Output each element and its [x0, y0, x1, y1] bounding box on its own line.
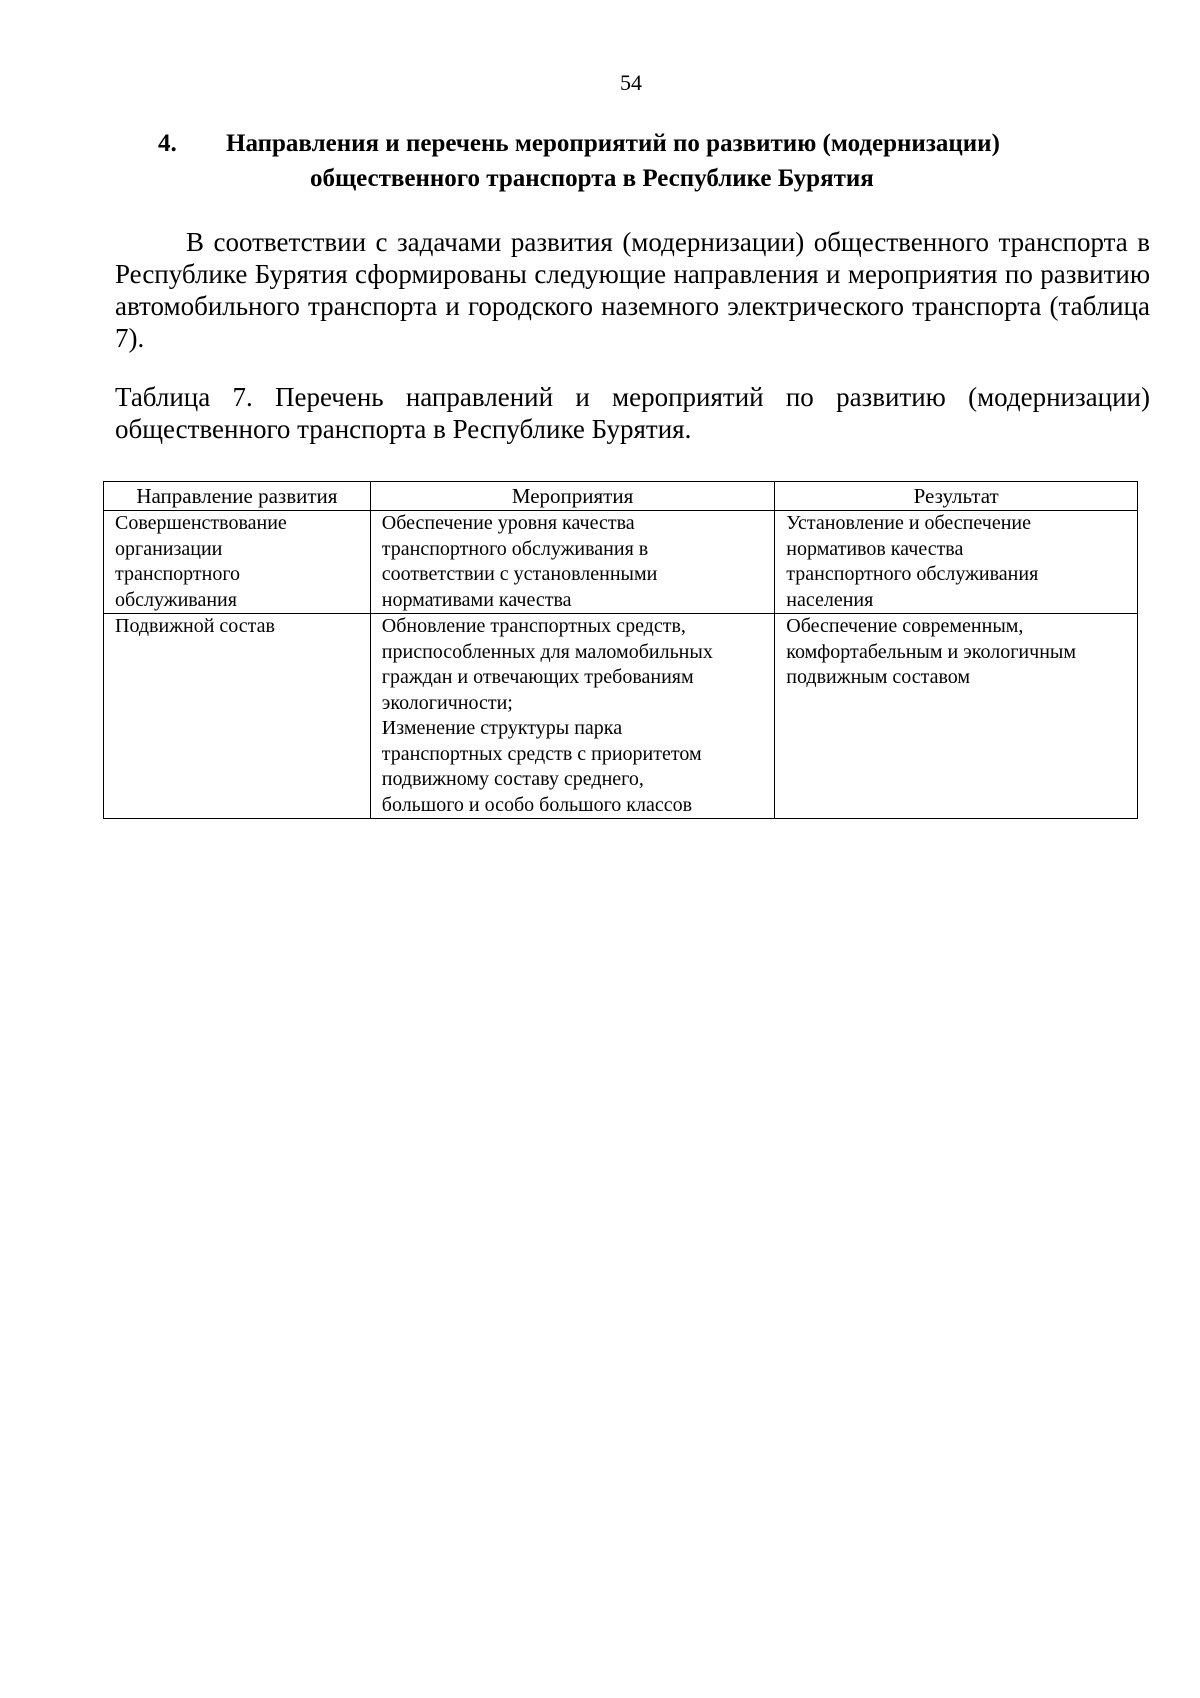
page-number: 54 [620, 70, 642, 95]
cell-line: соответствии с установленными [381, 563, 658, 585]
section-number: 4. [158, 130, 177, 157]
cell-line: Подвижной состав [115, 615, 275, 637]
table-caption: Таблица 7. Перечень направлений и мероприятий по развитию (модернизации) общественного транспорта в Республике Бурятия. [115, 382, 1150, 444]
table-header-row [104, 482, 1138, 511]
header-result: Результат [775, 482, 1138, 511]
header-direction: Направление развития [104, 482, 371, 511]
cell-line: подвижным составом [786, 666, 971, 688]
table-row [104, 511, 1138, 614]
measures-table [103, 481, 1138, 819]
section-title-line-1: Направления и перечень мероприятий по развитию (модернизации) [226, 130, 1000, 157]
cell-line: Обеспечение уровня качества [381, 512, 635, 534]
cell-result [775, 511, 1138, 614]
header-measures: Мероприятия [370, 482, 775, 511]
section-title-line-2: общественного транспорта в Республике Бурятия [310, 165, 874, 192]
table-row [104, 614, 1138, 819]
cell-line: экологичности; [381, 691, 513, 714]
cell-line: комфортабельным и экологичным [786, 640, 1076, 663]
cell-line: нормативов качества [786, 537, 964, 560]
cell-line: Обновление транспортных средств, [381, 615, 686, 637]
cell-result [775, 614, 1138, 819]
cell-line: организации [115, 537, 223, 560]
cell-line: Совершенствование [115, 512, 287, 534]
cell-line: подвижному составу среднего, [381, 768, 644, 790]
cell-line: Установление и обеспечение [786, 512, 1031, 534]
cell-line: граждан и отвечающих требованиям [381, 666, 694, 688]
cell-line: большого и особо большого классов [381, 793, 693, 816]
cell-line: Обеспечение современным, [786, 615, 1024, 637]
cell-line: нормативами качества [381, 588, 572, 611]
cell-line: транспортного обслуживания [786, 563, 1039, 585]
cell-line: приспособленных для маломобильных [381, 640, 713, 663]
cell-line: транспортного обслуживания в [381, 537, 649, 560]
cell-measures [370, 614, 775, 819]
intro-paragraph: В соответствии с задачами развития (модернизации) общественного транспорта в Республике Бурятия сформированы следующие направления и мероприятия по развитию автомобильного транспорта и городского наземного электрического транспорта (таблица 7). [115, 227, 1150, 353]
cell-direction [104, 614, 371, 819]
cell-line: обслуживания [115, 588, 237, 611]
cell-line: Изменение структуры парка [381, 717, 623, 739]
cell-line: транспортных средств с приоритетом [381, 742, 702, 765]
cell-direction [104, 511, 371, 614]
cell-line: населения [786, 588, 874, 611]
cell-line: транспортного [115, 563, 241, 585]
cell-measures [370, 511, 775, 614]
